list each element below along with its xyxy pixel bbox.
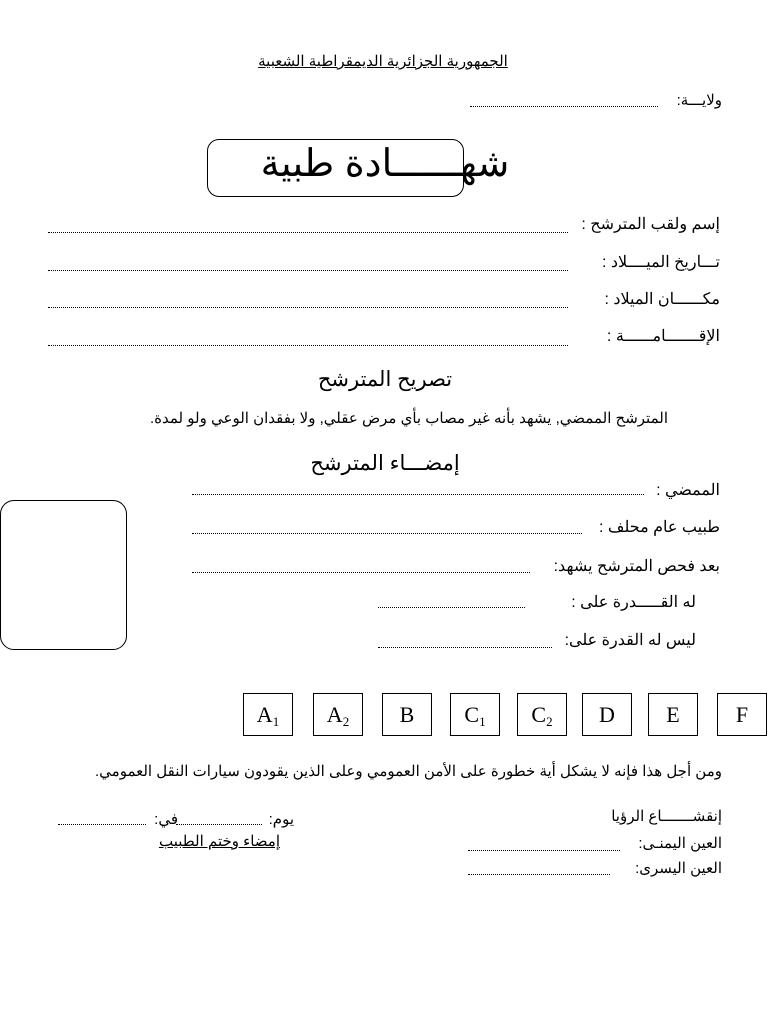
category-letter: B [399,702,415,727]
category-box-e[interactable] [648,693,698,736]
able-label: له القـــــدرة على : [571,594,696,611]
category-box-c2[interactable] [517,693,567,736]
sworn-doctor-label: طبيب عام محلف : [599,519,720,536]
category-letter: C [531,702,547,727]
not-able-field[interactable] [378,647,552,648]
able-field[interactable] [378,607,525,608]
category-letter: A [256,702,273,727]
residence-label: الإقـــــــامــــــة : [606,328,720,345]
right-eye-label: العين اليمنـى: [638,835,722,852]
category-subscript: 2 [546,714,553,729]
category-subscript: 2 [342,714,350,729]
candidate-signature-heading: إمضـــاء المترشح [310,452,460,475]
signed-field[interactable] [192,494,644,495]
vision-label: إنقشـــــــاع الرؤيا [611,808,722,825]
candidate-name-field[interactable] [48,232,568,233]
candidate-name-label: إسم ولقب المترشح : [581,216,720,233]
signed-label: الممضي : [656,482,720,499]
day-field[interactable] [176,824,262,825]
category-box-a1[interactable] [243,693,293,736]
not-able-label: ليس له القدرة على: [564,632,696,649]
category-box-c1[interactable] [450,693,500,736]
right-eye-field[interactable] [468,850,620,851]
category-box-d[interactable] [582,693,632,736]
birth-place-field[interactable] [48,307,568,308]
category-letter: E [666,702,680,727]
day-label: يوم: [268,811,294,828]
category-box-b[interactable] [382,693,432,736]
category-letter: D [599,702,615,727]
safety-statement: ومن أجل هذا فإنه لا يشكل أية خطورة على الأمن العمومي وعلى الذين يقودون سيارات النقل العمومي. [94,763,722,780]
category-box-a2[interactable] [313,693,363,736]
wilaya-label: ولايـــة: [676,92,722,109]
category-letter: F [735,702,749,727]
birth-place-label: مكــــــان الميلاد : [604,291,720,308]
category-letter: C [464,702,480,727]
residence-field[interactable] [48,345,568,346]
category-box-f[interactable] [717,693,767,736]
left-eye-field[interactable] [468,874,610,875]
category-subscript: 1 [272,714,280,729]
exam-field[interactable] [192,572,530,573]
certificate-title: شهــــــادة طبية [260,143,510,185]
left-eye-label: العين اليسرى: [635,860,722,877]
category-subscript: 1 [479,714,486,729]
declaration-text: المترشح الممضي, يشهد بأنه غير مصاب بأي مرض عقلي, ولا بفقدان الوعي ولو لمدة. [149,410,668,427]
birth-date-label: تـــاريخ الميــــلاد : [601,254,720,271]
republic-header: الجمهورية الجزائرية الديمقراطية الشعبية [258,53,508,70]
sworn-doctor-field[interactable] [192,533,582,534]
exam-label: بعد فحص المترشح يشهد: [553,558,720,575]
at-label: في: [154,811,178,828]
category-letter: A [326,702,343,727]
at-field[interactable] [58,824,146,825]
wilaya-field[interactable] [470,106,658,107]
doctor-signature-label: إمضاء وختم الطبيب [158,833,280,850]
birth-date-field[interactable] [48,270,568,271]
photo-box [0,500,127,650]
declaration-heading: تصريح المترشح [317,368,453,391]
